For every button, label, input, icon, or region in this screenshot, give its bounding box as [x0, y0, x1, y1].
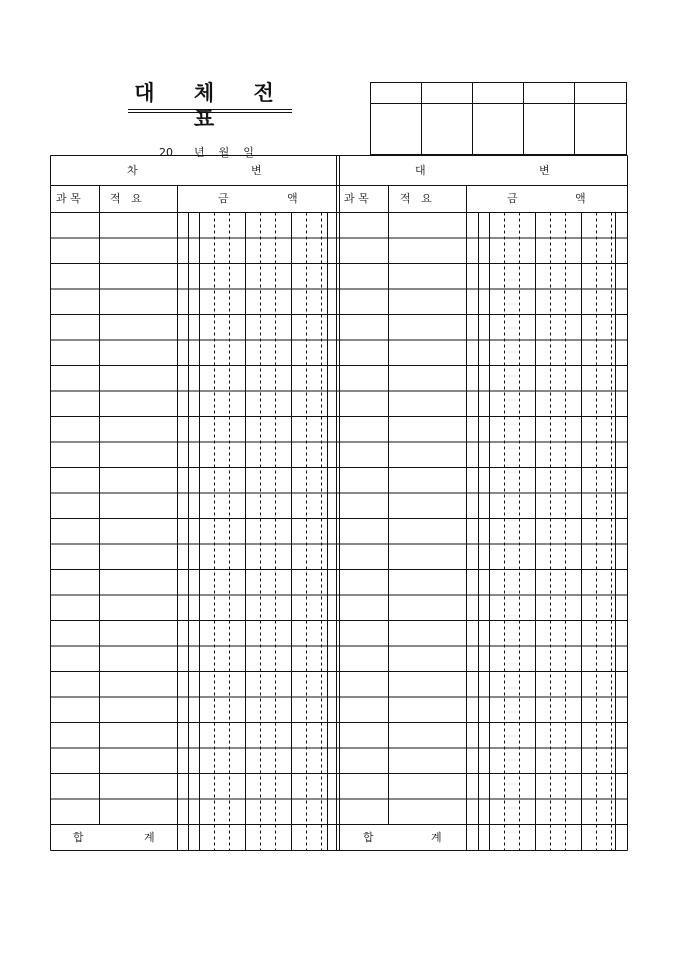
debit-total-left: 합: [73, 831, 84, 844]
date-year-prefix: 20: [159, 146, 173, 159]
credit-total-left: 합: [363, 831, 374, 844]
debit-col-amount-right: 액: [287, 192, 298, 205]
credit-col-summary: 적 요: [400, 192, 432, 205]
debit-col-amount-left: 금: [218, 192, 229, 205]
debit-col-account: 과 목: [56, 192, 81, 205]
credit-header-left: 대: [415, 164, 426, 177]
debit-header-left: 차: [127, 164, 138, 177]
debit-col-summary: 적 요: [110, 192, 142, 205]
debit-total-right: 계: [144, 831, 155, 844]
credit-header-right: 변: [539, 164, 550, 177]
debit-header-right: 변: [251, 164, 262, 177]
date-year-label: 년: [193, 146, 205, 159]
document-title: 대 체 전 표: [134, 80, 290, 131]
credit-total-right: 계: [431, 831, 442, 844]
date-month-label: 월: [218, 146, 230, 159]
credit-col-amount-right: 액: [575, 192, 586, 205]
credit-col-amount-left: 금: [507, 192, 518, 205]
date-day-label: 일: [243, 146, 254, 159]
credit-col-account: 과 목: [344, 192, 369, 205]
